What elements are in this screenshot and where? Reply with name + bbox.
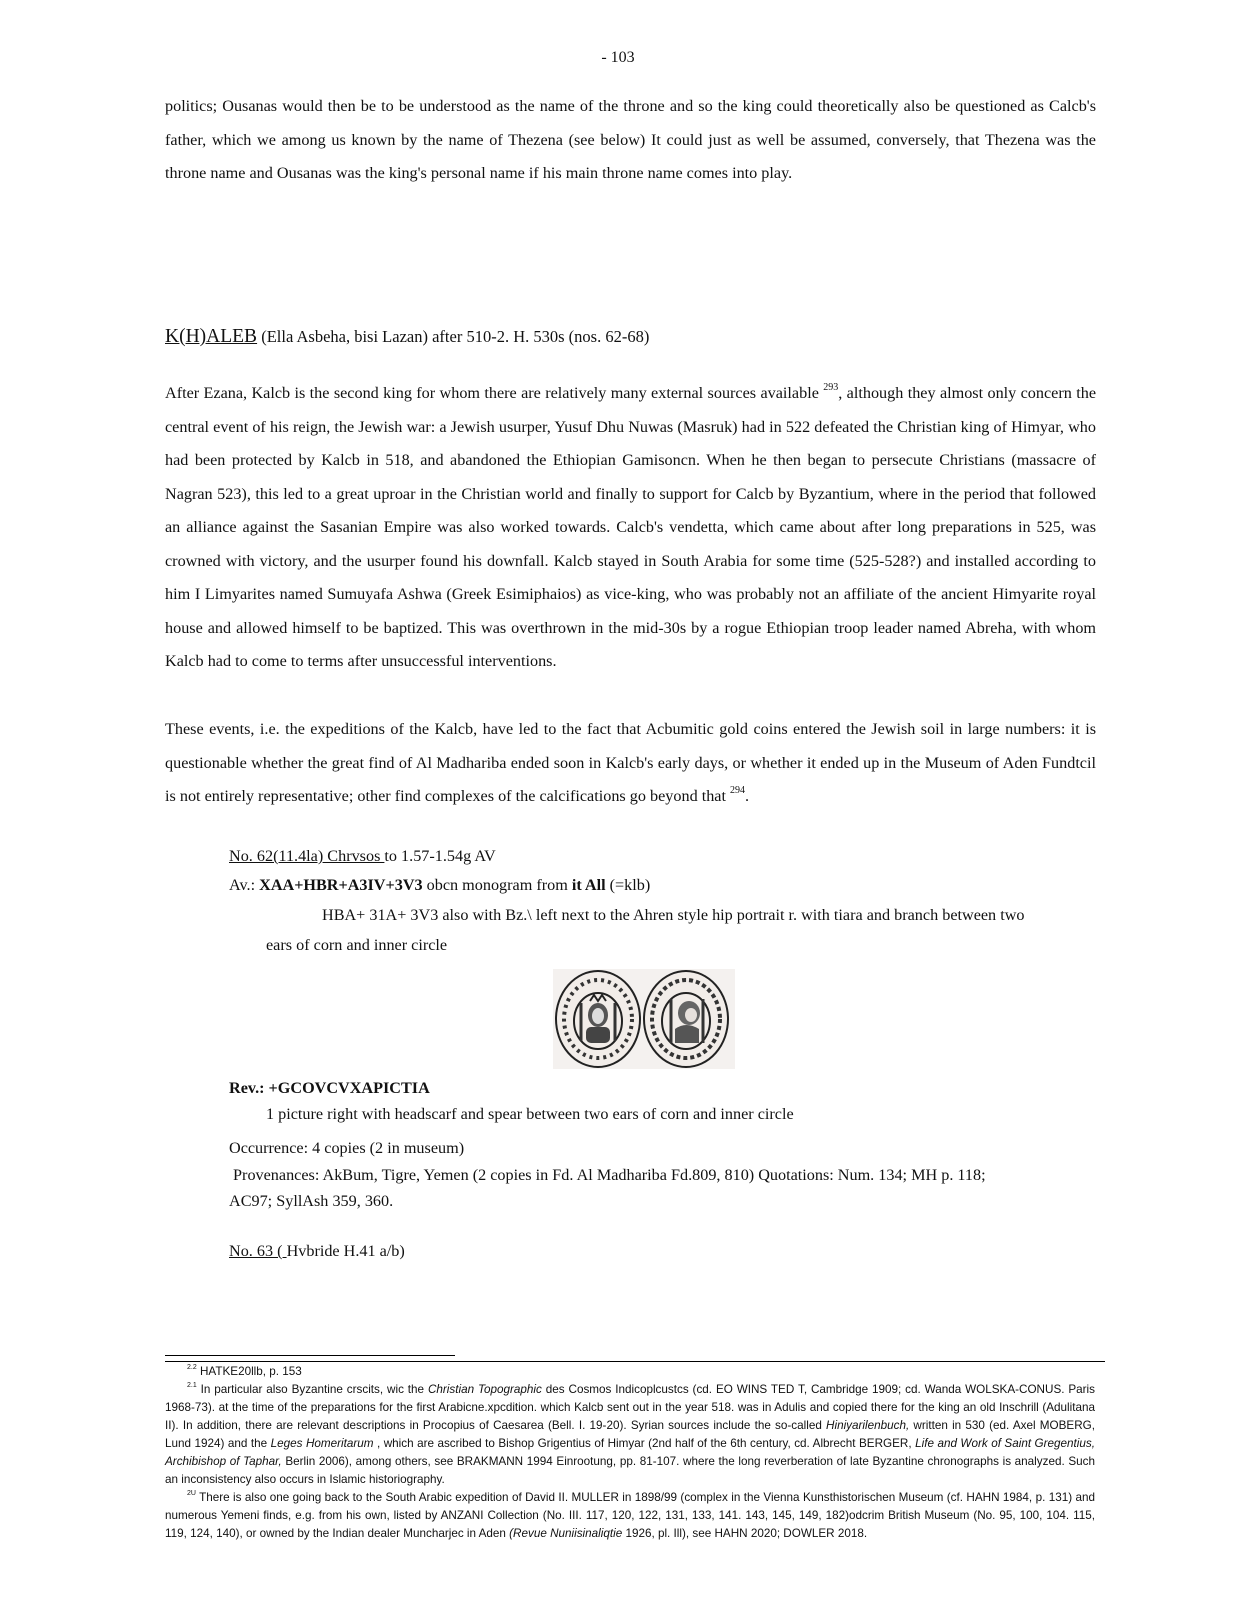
entry-62-obverse-desc: HBA+ 31A+ 3V3 also with Bz.\ left next to the Ahren style hip portrait r. with tiara and branch between two xyxy=(322,906,1025,924)
entry-62-provenances: Provenances: AkBum, Tigre, Yemen (2 copies in Fd. Al Madhariba Fd.809, 810) Quotations: Num. 134; MH p. 118; xyxy=(229,1166,986,1184)
paragraph-kaleb-history: After Ezana, Kalcb is the second king for whom there are relatively many external sources available $^{293}$, although they almost only concern the central event of his reign, the Jewish war: a Jewish usurper, Yusuf Dhu Nuwas (Masruk) had in 522 defeated the Christian king of Himyar, who had been protected by Kalcb in 518, and abandoned the Ethiopian Gamisoncn. When he then began to persecute Christians (massacre of Nagran 523), this led to a great uproar in the Christian world and finally to support for Calcb by Byzantium, where in the period that followed an alliance against the Sasanian Empire was also worked towards. Calcb's vendetta, which came about after long preparations in 525, was crowned with victory, and the usurper found his downfall. Kalcb stayed in South Arabia for some time (525-528?) and installed according to him I Limyarites named Sumuyafa Ashwa (Greek Esimiphaios) as vice-king, who was probably not an affiliate of the ancient Himyarite royal house and allowed himself to be baptized. This was overthrown in the mid-30s by a rogue Ethiopian troop leader named Abreha, with whom Kalcb had to come to terms after unsuccessful interventions. xyxy=(165,382,1096,670)
intro-paragraph: politics; Ousanas would then be to be understood as the name of the throne and so the king could theoretically also be questioned as Calcb's father, which we among us known by the name of Thezena (see below) It could just as well be assumed, conversely, that Thezena was the throne name and Ousanas was the king's personal name if his main throne name comes into play. xyxy=(165,97,1096,182)
entry-62-occurrence: Occurrence: 4 copies (2 in museum) xyxy=(229,1139,465,1157)
paragraph-coin-finds: These events, i.e. the expeditions of the Kalcb, have led to the fact that Acbumitic gold coins entered the Jewish soil in large numbers: it is questionable whether the great find of Al Madhariba ended soon in Kalcb's early days, or whether it ended up in the Museum of Aden Fundtcil is not entirely representative; other find complexes of the calcifications go beyond that $^{294}$. xyxy=(165,720,1096,805)
entry-62-title: No. 62(11.4la) Chrvsos to 1.57-1.54g AV xyxy=(229,847,496,865)
entry-63-title: No. 63 ( Hvbride H.41 a/b) xyxy=(229,1242,405,1260)
footnote-ref-294[interactable]: 294 xyxy=(730,785,746,796)
entry-62-obverse: Av.: XAA+HBR+A3IV+3V3 obcn monogram from it All (=klb) xyxy=(229,876,651,894)
coin-image xyxy=(553,969,735,1069)
footnote-separator xyxy=(165,1355,455,1356)
footnote-separator-line xyxy=(165,1361,1105,1362)
footnote-293: $^{2.2}$ HATKE20llb, p. 153 xyxy=(187,1364,302,1378)
entry-62-provenances-cont: AC97; SyllAsh 359, 360. xyxy=(229,1192,394,1210)
section-subtitle: (Ella Asbeha, bisi Lazan) after 510-2. H. 530s (nos. 62-68) xyxy=(257,327,650,346)
section-heading xyxy=(165,326,649,348)
entry-62-obverse-desc-cont: ears of corn and inner circle xyxy=(266,936,448,954)
footnote-ref-293[interactable]: 293 xyxy=(823,382,839,393)
footnote-294: $^{2.1}$ In particular also Byzantine crscits, wic the Christian Topographic des Cosmos Indicoplcustcs (cd. EO WINS TED T, Cambridge 1909; cd. Wanda WOLSKA-CONUS. Paris 1968-73). at the time of the preparations for the first Arabicne.xpcdition. which Kalcb sent out in the year 518. was in Adulis and copied there for the king an old Inschrill (Adulitana II). In addition, there are relevant descriptions in Procopius of Caesarea (Bell. I. 19-20). Syrian sources include the so-called Hiniyarilenbuch, written in 530 (ed. Axel MOBERG, Lund 1924) and the Leges Homeritarum , which are ascribed to Bishop Grigentius of Himyar (2nd half of the 6th century, cd. Albrecht BERGER, Life and Work of Saint Gregentius, Archibishop of Taphar, Berlin 2006), among others, see BRAKMANN 1994 Einrootung, pp. 81-107. where the long reverberation of late Byzantine chronographs is analyzed. Such an inconsistency also occurs in Islamic historiography. xyxy=(165,1382,1096,1486)
entry-62-reverse-desc: 1 picture right with headscarf and spear between two ears of corn and inner circle xyxy=(266,1105,794,1123)
coin-illustration xyxy=(553,969,735,1069)
page-number: - 103 xyxy=(601,49,635,66)
coin-reverse xyxy=(644,971,728,1067)
coin-obverse xyxy=(556,971,640,1067)
entry-62-reverse-title: Rev.: +GCOVCVXAPICTIA xyxy=(229,1079,430,1097)
footnotes xyxy=(165,1363,1095,1543)
section-name: K(H)ALEB xyxy=(165,326,258,347)
footnote-295: $^{2U}$ There is also one going back to the South Arabic expedition of David II. MULLER in 1898/99 (complex in the Vienna Kunsthistorischen Museum (cf. HAHN 1984, p. 131) and numerous Yemeni finds, e.g. from his own, listed by ANZANI Collection (No. III. 117, 120, 122, 131, 133, 141. 143, 145, 149, 182)odcrim British Museum (No. 95, 100, 104. 115, 119, 124, 140), or owned by the Indian dealer Muncharjec in Aden (Revue Nuniisinaliqtie 1926, pl. Ill), see HAHN 2020; DOWLER 2018. xyxy=(165,1490,1095,1540)
